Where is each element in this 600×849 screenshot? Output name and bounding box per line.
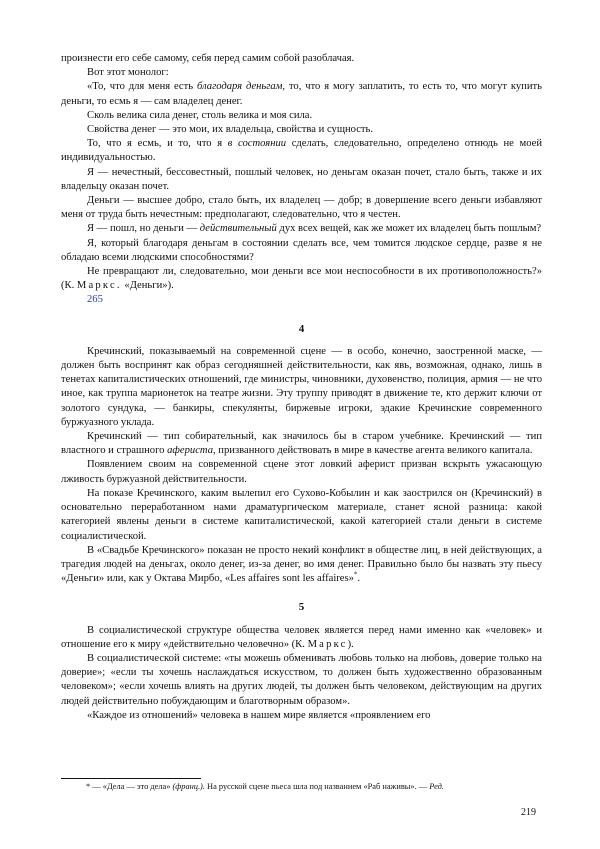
text-segment: Я — пошл, но деньги —: [87, 223, 200, 235]
paragraph-text: .: [357, 573, 361, 585]
paragraph: «Каждое из отношений» человека в нашем мире является «проявлением его: [87, 709, 431, 721]
section-number: 4: [298, 322, 305, 335]
emphasis-text: афериста,: [167, 445, 216, 457]
paragraph: Кречинский, показываемый на современной сцене — в особо, конечно, заостренной маске, — должен быть воспринят как образ сегодняшней действительности, как явь, возможная, однако, лишь в тенетах капиталистических отношений, где министры, чиновники, духовенство, полиция, армия — не что иное, как труппа марионеток на театре жизни. Эту труппу приводят в движение те, кто держит ключи от золотого сундука, — банкиры, спекулянты, биржевые игроки, эдакие Кречинские современного буржуазного уклада.: [61, 345, 542, 428]
paragraph: [61, 137, 542, 165]
footnote-divider: [61, 778, 201, 779]
page-number: 219: [521, 807, 536, 818]
spaced-text: Маркс.: [76, 280, 122, 292]
paragraph: Свойства денег — это мои, их владельца, свойства и сущность.: [87, 124, 374, 136]
paragraph: Появлением своим на современной сцене этот ловкий аферист призван вскрыть ужасающую лживость буржуазной действительности.: [61, 459, 542, 485]
paragraph: В социалистической системе: «ты можешь обменивать любовь только на любовь, доверие только на доверие»; «если ты хочешь наслаждаться искусством, то должен быть художественно образованным человеком»; «если хочешь влиять на других людей, ты должен быть человеком, действующим на других людей действительно побуждающим и благотворным образом».: [61, 652, 542, 707]
paragraph: [61, 80, 542, 108]
paragraph: Вот этот монолог:: [87, 67, 169, 79]
emphasis-text: Ред.: [429, 782, 444, 791]
page-reference-link[interactable]: 265: [87, 294, 103, 306]
footnote-marker[interactable]: *: [353, 570, 358, 579]
page-body: [61, 52, 542, 723]
section-number: 5: [298, 601, 305, 614]
paragraph: произнести его себе самому, себя перед самим собой разоблачая.: [61, 53, 355, 64]
paragraph: Деньги — высшее добро, стало быть, их владелец — добр; в довершение всего деньги избавляют меня от труда быть нечестным: предполагают, следовательно, что я честен.: [61, 195, 542, 221]
emphasis-text: в состоянии: [227, 138, 287, 150]
paragraph: [61, 544, 542, 587]
emphasis-text: действительный: [199, 223, 277, 235]
text-segment: то, что я могу заплатить, то есть то, что могут купить деньги, то есмь я — сам владелец денег.: [61, 81, 542, 107]
emphasis-text: (франц.).: [172, 782, 205, 791]
text-segment: В социалистической структуре общества человек является перед нами именно как «человек» и отношение его к миру «действительно человечно» (К.: [61, 624, 542, 650]
paragraph: [61, 430, 542, 458]
paragraph: Я, который благодаря деньгам в состоянии сделать все, чем томится людское сердце, разве я не обладаю всеми людскими способностями?: [61, 237, 542, 263]
text-segment: На русской сцене пьеса шла под названием «Раб наживы». —: [204, 782, 430, 791]
paragraph: [61, 265, 542, 293]
text-segment: ).: [347, 638, 354, 650]
paragraph: Сколь велика сила денег, столь велика и моя сила.: [87, 109, 313, 121]
paragraph: [61, 222, 542, 236]
paragraph-text: В «Свадьбе Кречинского» показан не просто некий конфликт в обществе лиц, в ней действующих, а трагедия людей на деньгах, около денег, из-за денег, во имя денег. Правильно было бы назвать эту пьесу «Деньги» или, как у Октава Мирбо, «Les affaires sont les affaires»: [61, 544, 542, 585]
text-segment: Кречинский — тип собирательный, как значилось бы в старом учебнике. Кречинский — тип властного и страшного: [61, 431, 542, 457]
paragraph: [61, 624, 542, 652]
paragraph: Я — нечестный, бессовестный, пошлый человек, но деньгам оказан почет, стало быть, также и их владельцу оказан почет.: [61, 166, 542, 192]
emphasis-text: благодаря деньгам,: [196, 81, 286, 93]
text-segment: дух всех вещей, как же может их владелец быть пошлым?: [276, 223, 542, 235]
text-segment: «То, что для меня есть: [87, 81, 197, 93]
spaced-text: Маркс: [307, 638, 348, 650]
text-segment: сделать, следовательно, определено отнюдь не моей индивидуальностью.: [61, 138, 542, 164]
text-segment: * — «Дела — это дела»: [86, 782, 173, 791]
text-segment: Не превращают ли, следовательно, мои деньги все мои неспособности в их противоположность?» (К.: [61, 266, 542, 292]
paragraph: На показе Кречинского, каким вылепил его Сухово-Кобылин и как заострился он (Кречинский) в основательно переработанном нами драматургическом материале, станет ясной разница: какой категорией явлены деньги в системе капиталистической, какой категорией стали деньги в системе социалистической.: [61, 487, 542, 542]
footnote: [86, 781, 546, 792]
text-segment: «Деньги»).: [121, 280, 174, 292]
text-segment: призванного действовать в мире в качестве агента великого капитала.: [215, 445, 533, 457]
text-segment: То, что я есмь, и то, что я: [87, 138, 228, 150]
